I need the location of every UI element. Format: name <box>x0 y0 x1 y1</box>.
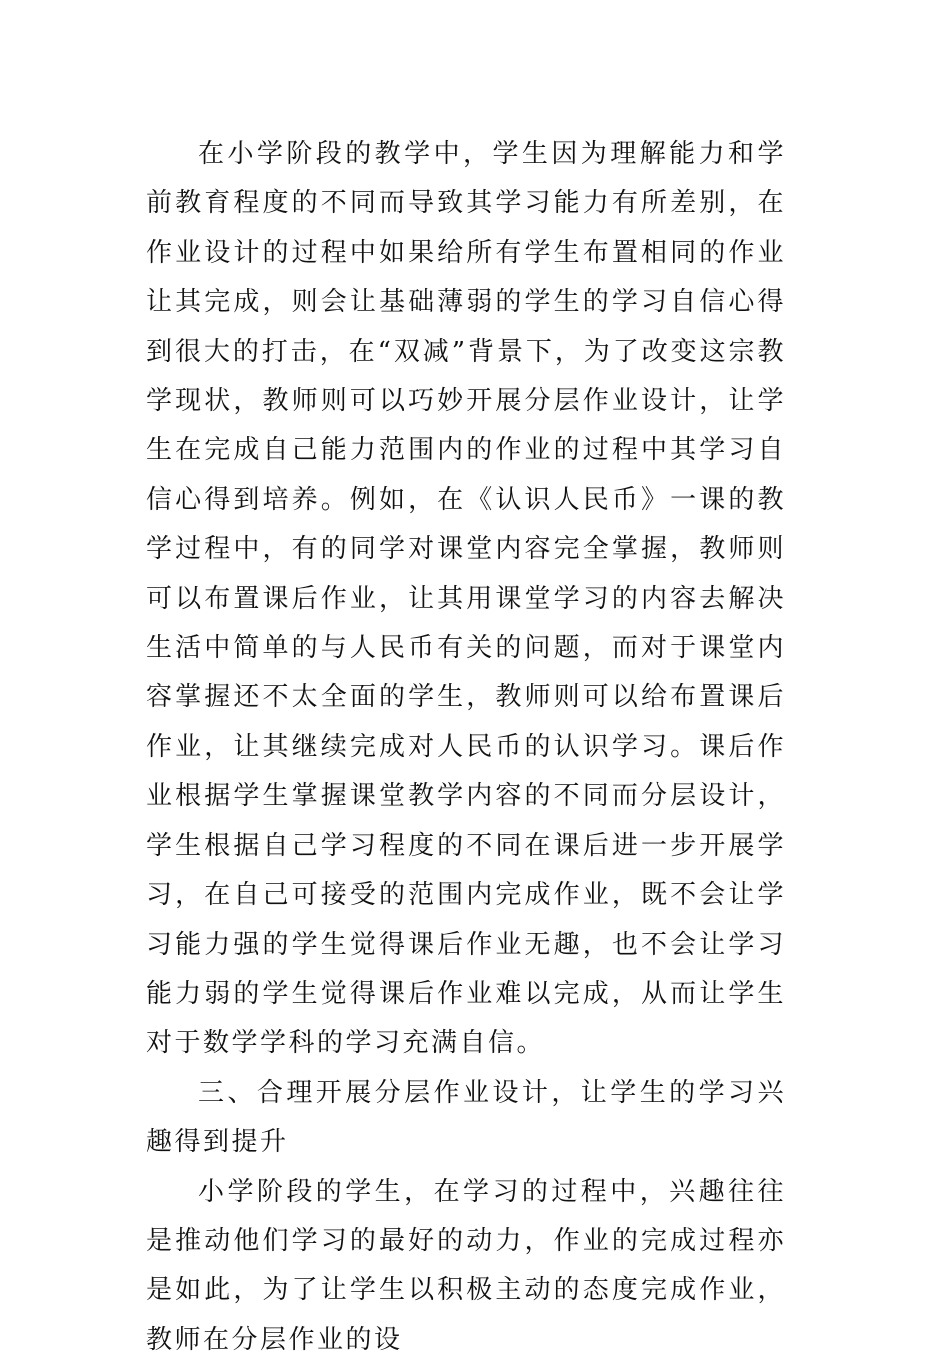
section-heading: 三、合理开展分层作业设计，让学生的学习兴趣得到提升 <box>146 1077 786 1158</box>
body-paragraph: 小学阶段的学生，在学习的过程中，兴趣往往是推动他们学习的最好的动力，作业的完成过程亦是如此，为了让学生以积极主动的态度完成作业，教师在分层作业的设 <box>146 1176 786 1355</box>
document-body <box>146 130 786 1365</box>
body-paragraph: 在小学阶段的教学中，学生因为理解能力和学前教育程度的不同而导致其学习能力有所差别，在作业设计的过程中如果给所有学生布置相同的作业让其完成，则会让基础薄弱的学生的学习自信心得到很大的打击，在“双减”背景下，为了改变这宗教学现状，教师则可以巧妙开展分层作业设计，让学生在完成自己能力范围内的作业的过程中其学习自信心得到培养。例如，在《认识人民币》一课的教学过程中，有的同学对课堂内容完全掌握，教师则可以布置课后作业，让其用课堂学习的内容去解决生活中简单的与人民币有关的问题，而对于课堂内容掌握还不太全面的学生，教师则可以给布置课后作业，让其继续完成对人民币的认识学习。课后作业根据学生掌握课堂教学内容的不同而分层设计，学生根据自己学习程度的不同在课后进一步开展学习，在自己可接受的范围内完成作业，既不会让学习能力强的学生觉得课后作业无趣，也不会让学习能力弱的学生觉得课后作业难以完成，从而让学生对于数学学科的学习充满自信。 <box>146 139 786 1059</box>
